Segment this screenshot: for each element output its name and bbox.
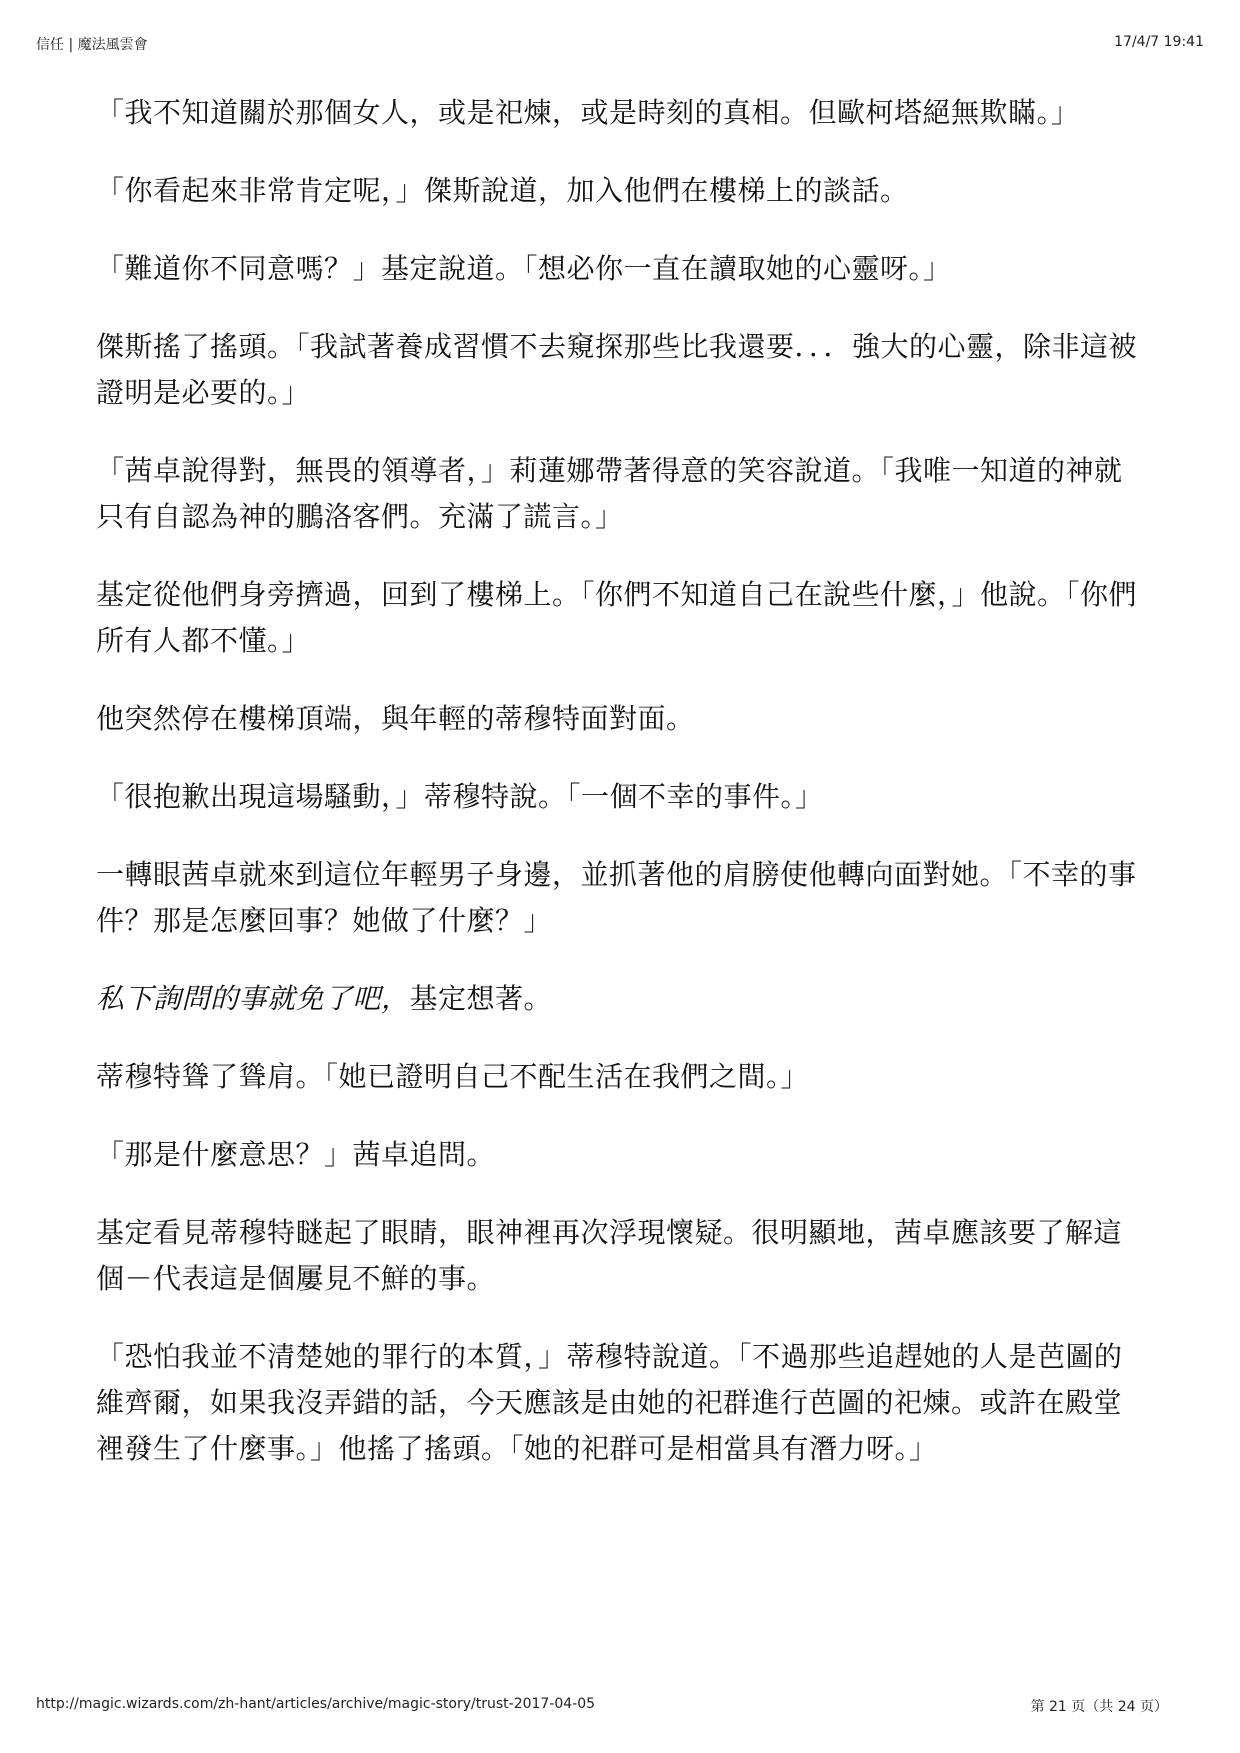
page-number: 第 21 页（共 24 页） <box>1030 1699 1168 1715</box>
thought-paragraph <box>96 976 1146 1022</box>
paragraph: 基定看見蒂穆特瞇起了眼睛，眼神裡再次浮現懷疑。很明顯地，茜卓應該要了解這個－代表這是個屢見不鮮的事。 <box>96 1216 1123 1295</box>
paragraph: 「那是什麼意思？」茜卓追問。 <box>96 1138 496 1171</box>
paragraph: 一轉眼茜卓就來到這位年輕男子身邊，並抓著他的肩膀使他轉向面對她。「不幸的事件？那是怎麼回事？她做了什麼？」 <box>96 858 1137 937</box>
paragraph: 傑斯搖了搖頭。「我試著養成習慣不去窺探那些比我還要．．．強大的心靈，除非這被證明是必要的。」 <box>96 330 1138 409</box>
inner-thought: 私下詢問的事就免了吧， <box>96 982 410 1015</box>
paragraph: 「茜卓說得對，無畏的領導者，」莉蓮娜帶著得意的笑容說道。「我唯一知道的神就只有自認為神的鵬洛客們。充滿了謊言。」 <box>96 454 1123 533</box>
story-body <box>96 90 1146 1504</box>
paragraph: 他突然停在樓梯頂端，與年輕的蒂穆特面對面。 <box>96 702 695 735</box>
print-header <box>36 34 1204 56</box>
thought-attribution: 基定想著。 <box>409 982 553 1015</box>
print-timestamp: 17/4/7 19:41 <box>1114 34 1204 50</box>
source-url: http://magic.wizards.com/zh-hant/articles/archive/magic-story/trust-2017-04-05 <box>36 1696 596 1712</box>
paragraph: 「難道你不同意嗎？」基定說道。「想必你一直在讀取她的心靈呀。」 <box>96 252 952 285</box>
paragraph: 「恐怕我並不清楚她的罪行的本質，」蒂穆特說道。「不過那些追趕她的人是芭圖的維齊爾，如果我沒弄錯的話，今天應該是由她的祀群進行芭圖的祀煉。或許在殿堂裡發生了什麼事。」他搖了搖頭。「她的祀群可是相當具有潛力呀。」 <box>96 1340 1123 1465</box>
paragraph: 「我不知道關於那個女人，或是祀煉，或是時刻的真相。但歐柯塔絕無欺瞞。」 <box>96 96 1080 129</box>
paragraph: 蒂穆特聳了聳肩。「她已證明自己不配生活在我們之間。」 <box>96 1060 810 1093</box>
print-footer <box>36 1696 1204 1718</box>
page-title: 信任 | 魔法風雲會 <box>36 37 148 53</box>
paragraph: 基定從他們身旁擠過，回到了樓梯上。「你們不知道自己在說些什麼，」他說。「你們所有人都不懂。」 <box>96 578 1138 657</box>
paragraph: 「很抱歉出現這場騷動，」蒂穆特說。「一個不幸的事件。」 <box>96 780 824 813</box>
paragraph: 「你看起來非常肯定呢，」傑斯說道，加入他們在樓梯上的談話。 <box>96 174 909 207</box>
